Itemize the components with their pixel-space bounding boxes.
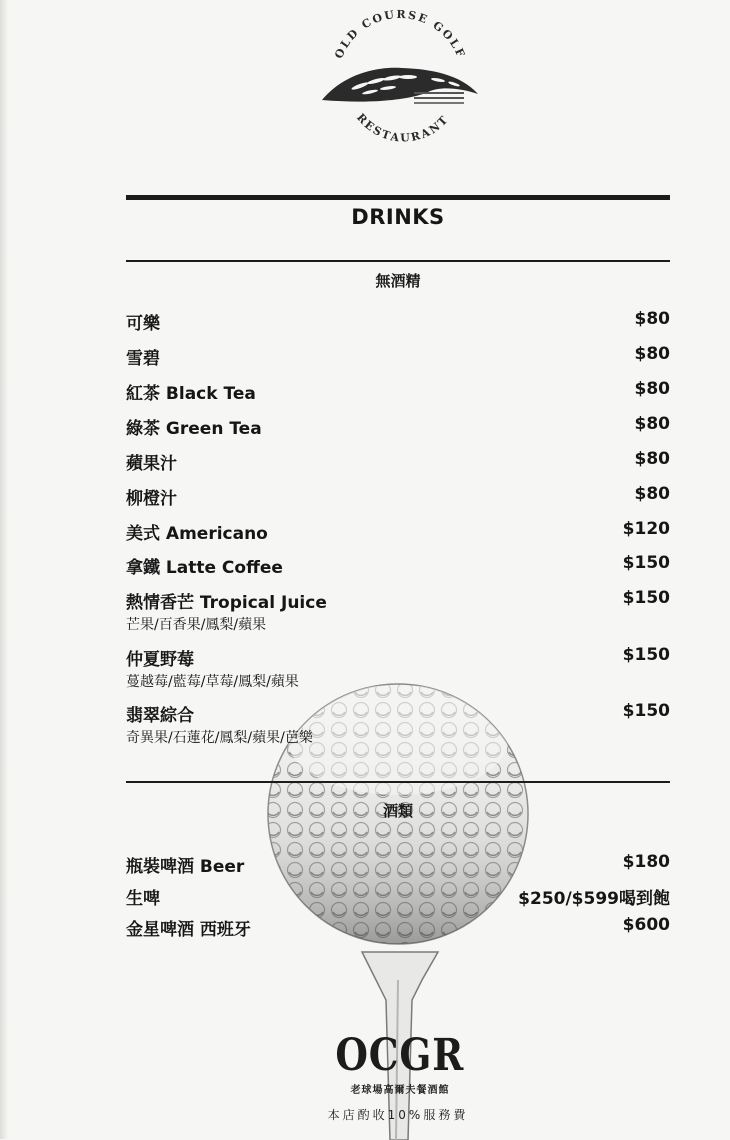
alcoholic-heading: 酒類	[382, 802, 413, 820]
menu-item	[126, 852, 670, 876]
top-thick-rule	[126, 195, 670, 200]
menu-title: DRINKS	[351, 205, 445, 229]
item-name: 仲夏野莓	[126, 650, 194, 670]
logo-top-text: OLD COURSE GOLF	[332, 8, 468, 61]
item-name: 雪碧	[126, 349, 160, 369]
ocgr-logo	[300, 1030, 500, 1096]
menu-item	[126, 414, 670, 438]
restaurant-logo-icon	[310, 8, 490, 158]
item-price: $80	[634, 379, 670, 399]
item-name: 柳橙汁	[126, 489, 177, 509]
section-divider	[126, 781, 670, 783]
menu-item	[126, 309, 670, 333]
item-name: 可樂	[126, 314, 160, 334]
menu-item	[126, 519, 670, 543]
item-price: $80	[634, 484, 670, 504]
restaurant-logo	[310, 8, 490, 158]
item-price: $80	[634, 344, 670, 364]
menu-item	[126, 588, 670, 633]
item-description: 奇異果/石蓮花/鳳梨/蘋果/芭樂	[126, 730, 313, 746]
service-charge-note: 本店酌收10%服務費	[327, 1108, 469, 1122]
item-price: $250/$599喝到飽	[518, 889, 670, 909]
ocgr-brand-subtitle: 老球場高爾夫餐酒館	[350, 1085, 450, 1096]
menu-item	[126, 884, 670, 908]
logo-bottom-text: RESTAURANT	[353, 111, 452, 145]
item-price: $150	[622, 701, 670, 721]
item-description: 蔓越莓/藍莓/草莓/鳳梨/蘋果	[126, 674, 299, 690]
item-name: 拿鐵 Latte Coffee	[126, 558, 283, 578]
item-name: 瓶裝啤酒 Beer	[126, 857, 245, 877]
menu-item	[126, 379, 670, 403]
item-name: 生啤	[126, 889, 160, 909]
item-price: $80	[634, 414, 670, 434]
item-name: 金星啤酒 西班牙	[126, 920, 251, 940]
item-name: 翡翠綜合	[126, 706, 194, 726]
item-price: $180	[622, 852, 670, 872]
menu-item	[126, 915, 670, 939]
menu-item	[126, 553, 670, 577]
item-price: $80	[634, 449, 670, 469]
item-name: 熱情香芒 Tropical Juice	[126, 593, 327, 613]
item-name: 紅茶 Black Tea	[126, 384, 256, 404]
item-price: $120	[622, 519, 670, 539]
item-price: $600	[622, 915, 670, 935]
menu-item	[126, 449, 670, 473]
item-price: $150	[622, 645, 670, 665]
paper-edge	[0, 0, 8, 1139]
item-name: 綠茶 Green Tea	[126, 419, 262, 439]
item-price: $150	[622, 588, 670, 608]
title-divider	[126, 260, 670, 262]
menu-item	[126, 645, 670, 690]
menu-item	[126, 484, 670, 508]
non-alcoholic-heading: 無酒精	[375, 272, 421, 290]
menu-item	[126, 344, 670, 368]
ocgr-brand: OCGR	[335, 1030, 465, 1081]
item-name: 美式 Americano	[126, 524, 268, 544]
item-price: $150	[622, 553, 670, 573]
item-price: $80	[634, 309, 670, 329]
item-name: 蘋果汁	[126, 454, 177, 474]
item-description: 芒果/百香果/鳳梨/蘋果	[126, 617, 267, 633]
menu-item	[126, 701, 670, 746]
